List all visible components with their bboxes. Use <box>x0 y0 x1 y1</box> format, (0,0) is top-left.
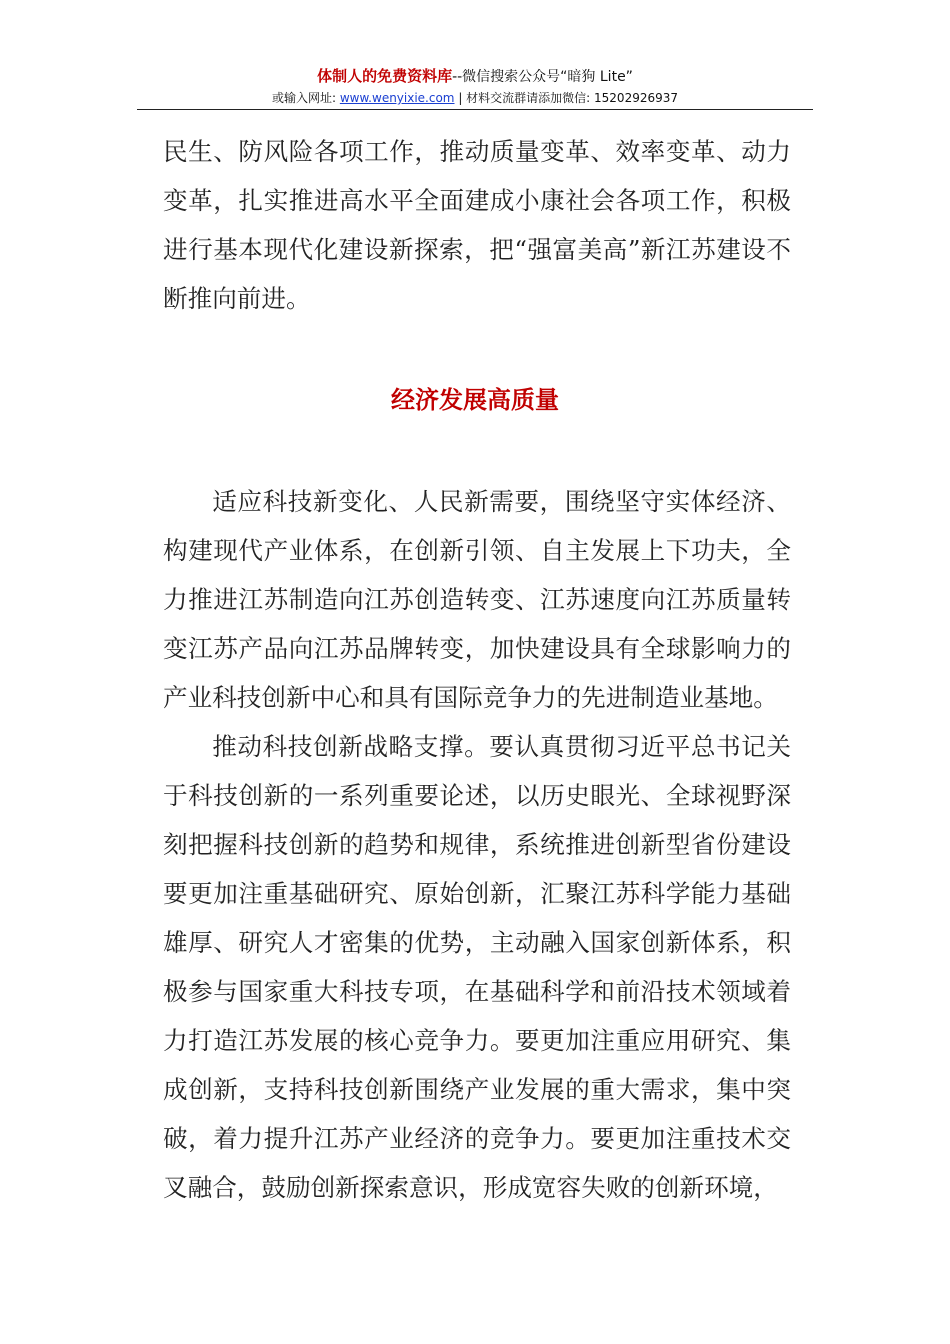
section-heading: 经济发展高质量 <box>391 385 559 414</box>
paragraph: 适应科技新变化、人民新需要，围绕坚守实体经济、构建现代产业体系，在创新引领、自主发展上下功夫，全力推进江苏制造向江苏创造转变、江苏速度向江苏质量转变江苏产品向江苏品牌转变，加快建设具有全球影响力的产业科技创新中心和具有国际竞争力的先进制造业基地。 <box>163 487 791 712</box>
contact-info: | 材料交流群请添加微信: 15202926937 <box>454 91 679 105</box>
paragraph: 民生、防风险各项工作，推动质量变革、效率变革、动力变革，扎实推进高水平全面建成小康社会各项工作，积极进行基本现代化建设新探索，把“强富美高”新江苏建设不断推向前进。 <box>163 137 791 313</box>
brand-title: 体制人的免费资料库 <box>317 67 453 85</box>
header-banner <box>0 66 950 87</box>
paragraph: 推动科技创新战略支撑。要认真贯彻习近平总书记关于科技创新的一系列重要论述，以历史眼光、全球视野深刻把握科技创新的趋势和规律，系统推进创新型省份建设要更加注重基础研究、原始创新，汇聚江苏科学能力基础雄厚、研究人才密集的优势，主动融入国家创新体系，积极参与国家重大科技专项，在基础科学和前沿技术领域着力打造江苏发展的核心竞争力。要更加注重应用研究、集成创新，支持科技创新围绕产业发展的重大需求，集中突破，着力提升江苏产业经济的竞争力。要更加注重技术交叉融合，鼓励创新探索意识，形成宽容失败的创新环境， <box>163 732 791 1202</box>
header-divider <box>137 109 813 110</box>
header-contact-line <box>0 89 950 107</box>
page-header <box>0 66 950 107</box>
url-prefix: 或输入网址: <box>271 91 340 105</box>
body-section-2 <box>163 477 791 1212</box>
header-tagline: --微信搜索公众号“暗狗 Lite” <box>452 69 633 85</box>
website-link[interactable]: www.wenyixie.com <box>339 91 455 105</box>
body-section-1 <box>163 127 791 323</box>
